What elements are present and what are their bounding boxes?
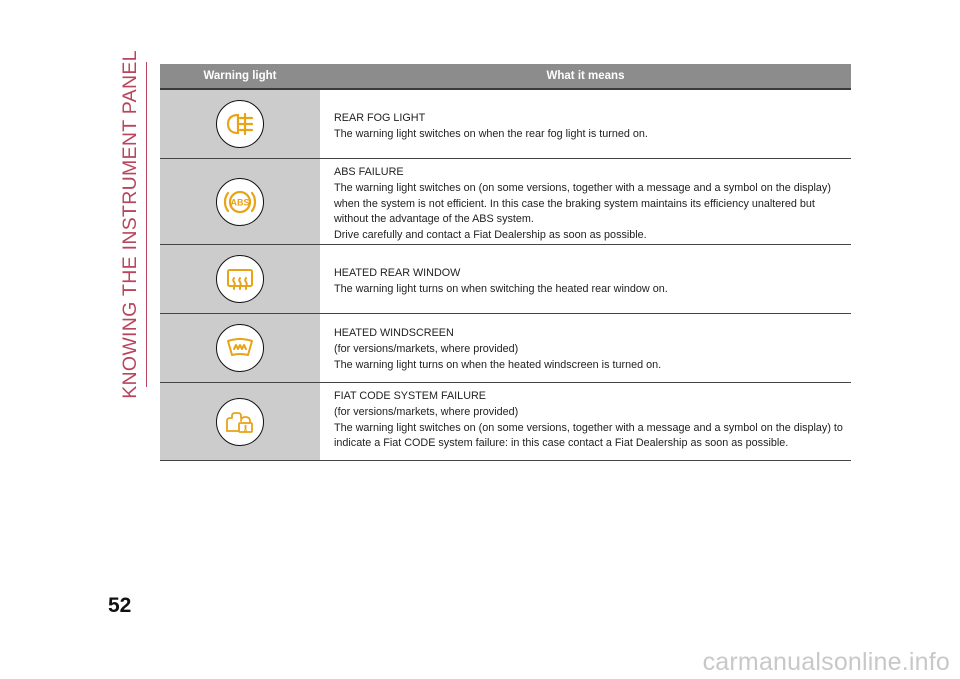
- table-row: [160, 245, 851, 314]
- warning-title: HEATED REAR WINDOW: [334, 267, 461, 279]
- warning-description: The warning light turns on when the heated windscreen is turned on.: [334, 358, 662, 371]
- description-cell: [320, 245, 851, 313]
- fiat-code-failure-icon: [216, 398, 264, 446]
- description-cell: [320, 159, 851, 244]
- heated-rear-window-icon: [216, 255, 264, 303]
- section-title: [116, 50, 144, 399]
- icon-cell: [160, 90, 320, 158]
- warning-title: ABS FAILURE: [334, 166, 404, 178]
- icon-cell: [160, 383, 320, 460]
- watermark: carmanualsonline.info: [702, 648, 950, 676]
- page-number: 52: [108, 594, 132, 617]
- description-cell: [320, 383, 851, 460]
- warning-description: The warning light switches on (on some versions, together with a message and a symbol on the display) when the system is not efficient. In this case the braking system maintains its efficiency unaltered but without the advantage of the ABS system.: [334, 181, 831, 226]
- warning-description: The warning light switches on (on some versions, together with a message and a symbol on the display) to indicate a Fiat CODE system failure: in this case contact a Fiat Dealership as soon as possible.: [334, 421, 843, 450]
- table-row: [160, 159, 851, 245]
- section-divider: [146, 62, 147, 387]
- warning-title: HEATED WINDSCREEN: [334, 327, 454, 339]
- warning-lights-table: [160, 64, 851, 461]
- table-row: [160, 314, 851, 383]
- warning-description: (for versions/markets, where provided): [334, 405, 519, 418]
- table-row: [160, 90, 851, 159]
- warning-description: The warning light turns on when switching the heated rear window on.: [334, 282, 668, 295]
- header-warning-light: Warning light: [203, 70, 277, 82]
- table-row: [160, 383, 851, 461]
- rear-fog-light-icon: [216, 100, 264, 148]
- heated-windscreen-icon: [216, 324, 264, 372]
- icon-cell: [160, 245, 320, 313]
- warning-description: The warning light switches on when the rear fog light is turned on.: [334, 127, 648, 140]
- table-header: [160, 64, 851, 90]
- description-cell: [320, 314, 851, 382]
- warning-title: FIAT CODE SYSTEM FAILURE: [334, 390, 486, 402]
- description-cell: [320, 90, 851, 158]
- abs-icon-label: ABS: [230, 197, 250, 207]
- header-what-it-means: What it means: [546, 70, 625, 82]
- icon-cell: [160, 159, 320, 244]
- warning-description: (for versions/markets, where provided): [334, 342, 519, 355]
- section-title-text: KNOWING THE INSTRUMENT PANEL: [118, 50, 141, 399]
- warning-title: REAR FOG LIGHT: [334, 112, 426, 124]
- abs-icon: [216, 178, 264, 226]
- icon-cell: [160, 314, 320, 382]
- warning-description: Drive carefully and contact a Fiat Dealership as soon as possible.: [334, 229, 647, 242]
